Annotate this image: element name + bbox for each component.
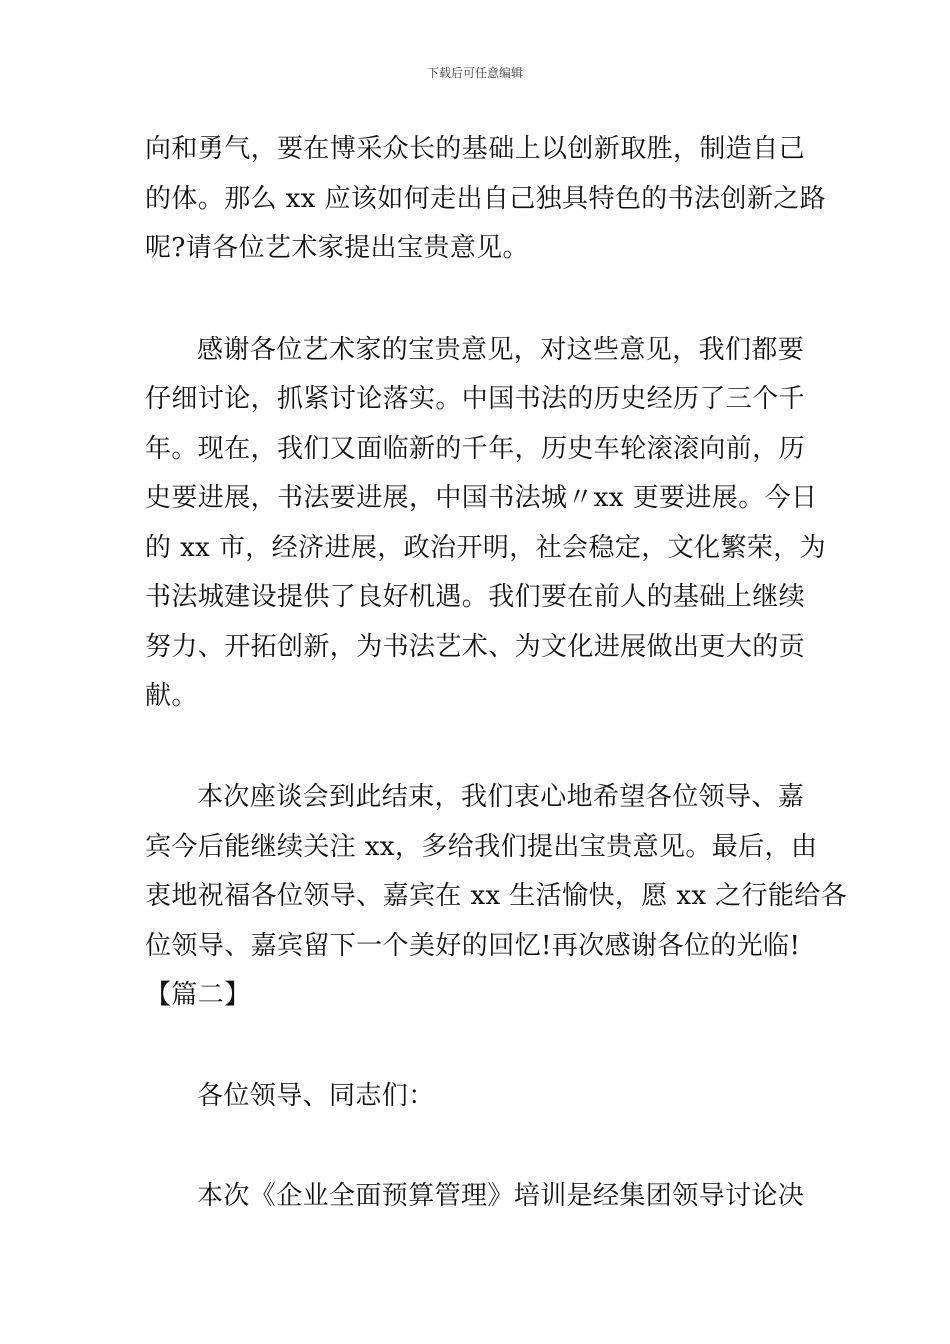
paragraph-line: 本次《企业全面预算管理》培训是经集团领导讨论决 [197,1181,805,1211]
page-header: 下载后可任意编辑 [426,66,523,80]
paragraph-line: 献。 [145,681,198,711]
paragraph-line: 呢?请各位艺术家提出宝贵意见。 [145,233,529,263]
paragraph-line: 宾今后能继续关注 xx，多给我们提出宝贵意见。最后，由 [145,832,818,862]
paragraph-line: 衷地祝福各位领导、嘉宾在 xx 生活愉快，愿 xx 之行能给各 [145,881,848,911]
paragraph-line: 感谢各位艺术家的宝贵意见，对这些意见，我们都要 [197,335,805,365]
paragraph-line: 本次座谈会到此结束，我们衷心地希望各位领导、嘉 [197,782,805,812]
paragraph-line: 史要进展，书法要进展，中国书法城〃xx 更要进展。今日 [145,483,818,513]
paragraph-line: 向和勇气，要在博采众长的基础上以创新取胜，制造自己 [145,134,806,164]
paragraph-line: 的体。那么 xx 应该如何走出自己独具特色的书法创新之路 [145,184,827,214]
paragraph-line: 努力、开拓创新，为书法艺术、为文化进展做出更大的贡 [145,632,806,662]
paragraph-line: 书法城建设提供了良好机遇。我们要在前人的基础上继续 [145,582,806,612]
paragraph-line: 年。现在，我们又面临新的千年，历史车轮滚滚向前，历 [145,434,806,464]
paragraph-line: 仔细讨论，抓紧讨论落实。中国书法的历史经历了三个千 [145,384,806,414]
paragraph-line: 的 xx 市，经济进展，政治开明，社会稳定，文化繁荣，为 [145,533,827,563]
paragraph-line: 位领导、嘉宾留下一个美好的回忆!再次感谢各位的光临! [145,931,801,961]
section-heading: 【篇二】 [145,980,251,1010]
salutation: 各位领导、同志们： [197,1081,435,1111]
